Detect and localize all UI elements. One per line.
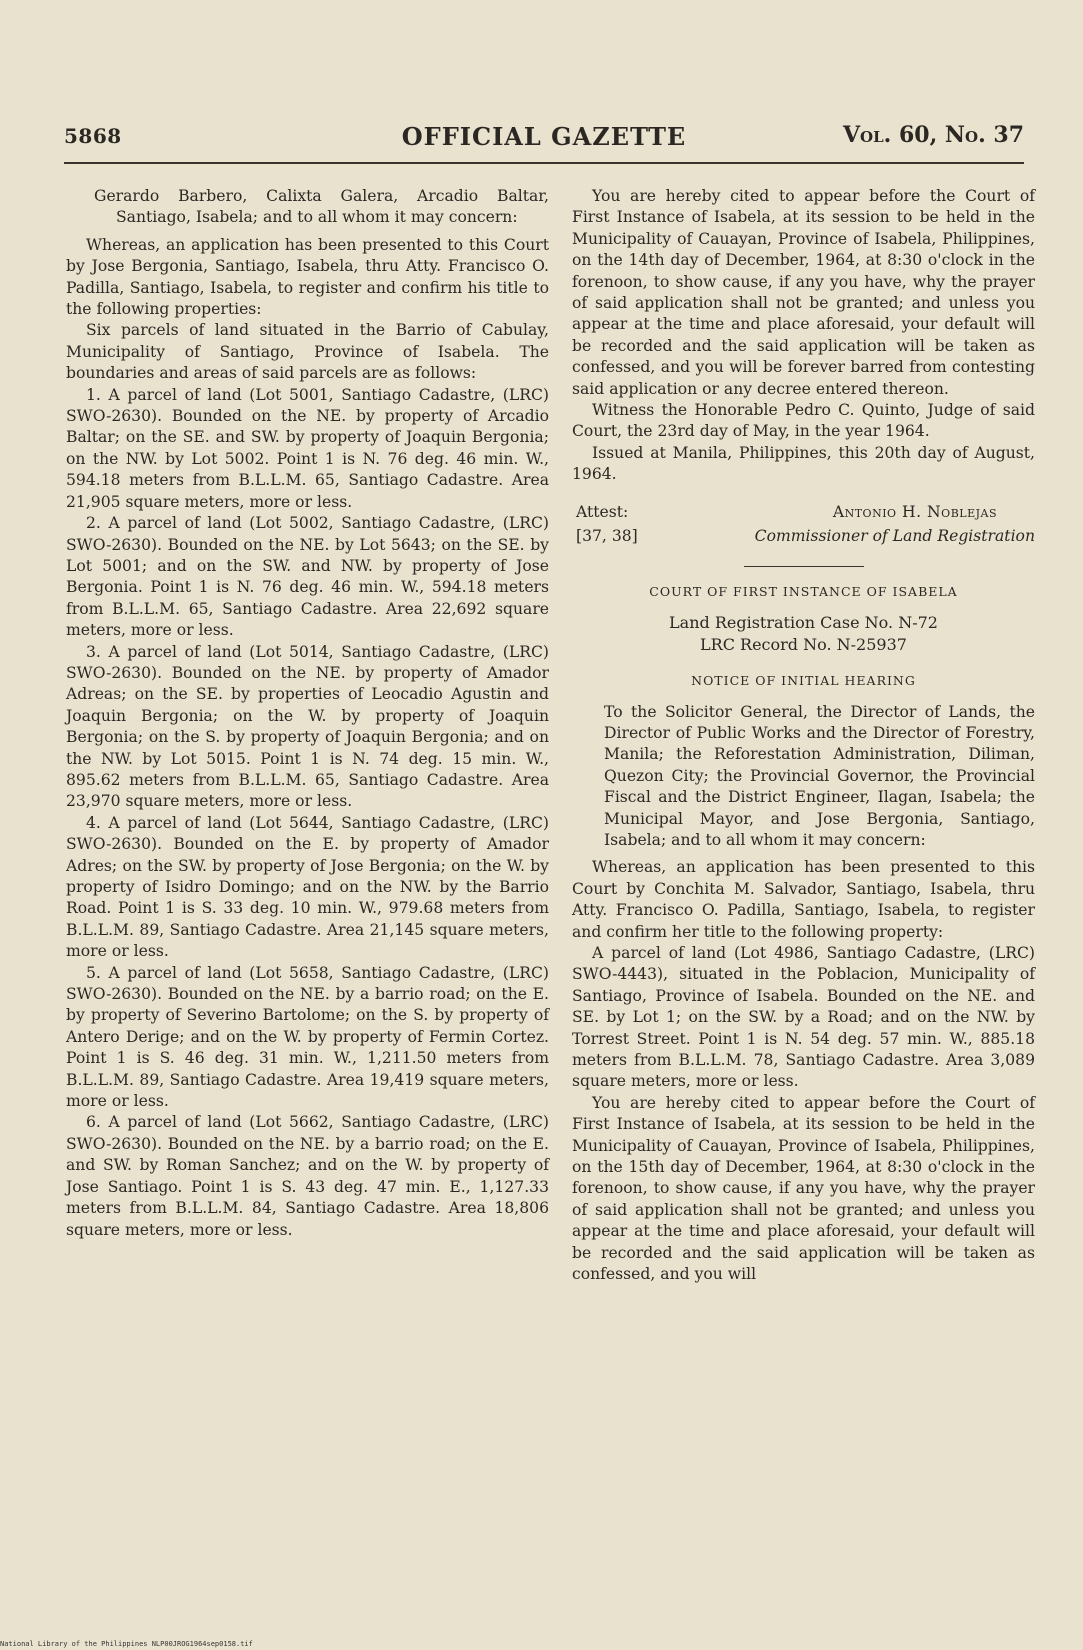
header-rule [64,162,1024,164]
issued-paragraph: Issued at Manila, Philippines, this 20th day of August, 1964. [572,443,1035,484]
parcel-5: 5. A parcel of land (Lot 5658, Santiago Cadastre, (LRC) SWO-2630). Bounded on the NE. by a barrio road; on the E. by property of Severino Bartolome; on the S. by property of Antero Derige; and on the W. by property of Fermin Cortez. Point 1 is S. 46 deg. 31 min. W., 1,211.50 meters from B.L.L.M. 89, Santiago Cadastre. Area 19,419 square meters, more or less. [66,963,549,1111]
section-divider [744,566,864,567]
addressee-continuation: Gerardo Barbero, Calixta Galera, Arcadio Baltar, Santiago, Isabela; and to all whom it may concern: [94,187,549,227]
signatory-name: Antonio H. Noblejas [832,502,997,521]
attestation-block [572,502,1035,552]
issue-reference: [37, 38] [576,526,638,545]
scan-caption: National Library of the Philippines NLP00JROG1964sep0158.tif [0,1640,253,1648]
attest-label: Attest: [576,502,629,521]
notice-heading: NOTICE OF INITIAL HEARING [691,673,916,689]
notice-citation-paragraph: You are hereby cited to appear before the Court of First Instance of Isabela, at its session to be held in the Municipality of Cauayan, Province of Isabela, Philippines, on the 15th day of December, 1964, at 8:30 o'clock in the forenoon, to show cause, if any you have, why the prayer of said application shall not be granted; and unless you appear at the time and place aforesaid, your default will be recorded and the said application will be taken as confessed, and you will [572,1093,1035,1284]
publication-title: OFFICIAL GAZETTE [401,122,687,151]
parcel-4: 4. A parcel of land (Lot 5644, Santiago Cadastre, (LRC) SWO-2630). Bounded on the E. by property of Amador Adres; on the SW. by property of Jose Bergonia; on the W. by property of Isidro Domingo; and on the NW. by the Barrio Road. Point 1 is S. 33 deg. 10 min. W., 979.68 meters from B.L.L.M. 89, Santiago Cadastre. Area 21,145 square meters, more or less. [66,813,549,961]
page-header [64,122,1024,156]
right-column [572,186,1035,1285]
parcels-intro: Six parcels of land situated in the Barrio of Cabulay, Municipality of Santiago, Province of Isabela. The boundaries and areas of said parcels are as follows: [66,321,549,383]
parcel-3: 3. A parcel of land (Lot 5014, Santiago Cadastre, (LRC) SWO-2630). Bounded on the NE. by property of Amador Adreas; on the SE. by properties of Leocadio Agustin and Joaquin Bergonia; on the W. by property of Joaquin Bergonia; on the S. by property of Joaquin Bergonia; and on the NW. by Lot 5015. Point 1 is N. 74 deg. 15 min. W., 895.62 meters from B.L.L.M. 65, Santiago Cadastre. Area 23,970 square meters, more or less. [66,642,549,811]
record-number: LRC Record No. N-25937 [700,635,907,655]
parcel-2: 2. A parcel of land (Lot 5002, Santiago Cadastre, (LRC) SWO-2630). Bounded on the NE. by Lot 5643; on the SE. by Lot 5001; and on the SW. and NW. by property of Jose Bergonia. Point 1 is N. 76 deg. 46 min. W., 594.18 meters from B.L.L.M. 65, Santiago Cadastre. Area 22,692 square meters, more or less. [66,514,549,640]
parcel-1: 1. A parcel of land (Lot 5001, Santiago Cadastre, (LRC) SWO-2630). Bounded on the NE. by property of Arcadio Baltar; on the SE. and SW. by property of Joaquin Bergonia; on the NW. by Lot 5002. Point 1 is N. 76 deg. 46 min. W., 594.18 meters from B.L.L.M. 65, Santiago Cadastre. Area 21,905 square meters, more or less. [66,385,549,511]
parcel-6: 6. A parcel of land (Lot 5662, Santiago Cadastre, (LRC) SWO-2630). Bounded on the NE. by a barrio road; on the E. and SW. by Roman Sanchez; and on the W. by property of Jose Santiago. Point 1 is S. 43 deg. 47 min. E., 1,127.33 meters from B.L.L.M. 84, Santiago Cadastre. Area 18,806 square meters, more or less. [66,1113,549,1239]
left-column [66,186,549,1241]
notice-application-paragraph: Whereas, an application has been presented to this Court by Conchita M. Salvador, Santiago, Isabela, thru Atty. Francisco O. Padilla, Santiago, Isabela, to register and confirm her title to the following property: [572,858,1035,941]
court-heading: COURT OF FIRST INSTANCE OF ISABELA [649,583,958,599]
citation-paragraph: You are hereby cited to appear before the Court of First Instance of Isabela, at its session to be held in the Municipality of Cauayan, Province of Isabela, Philippines, on the 14th day of December, 1964, at 8:30 o'clock in the forenoon, to show cause, if any you have, why the prayer of said application shall not be granted; and unless you appear at the time and place aforesaid, your default will be recorded and the said application will be taken as confessed, and you will be forever barred from contesting said application or any decree entered thereon. [572,187,1035,398]
witness-paragraph: Witness the Honorable Pedro C. Quinto, Judge of said Court, the 23rd day of May, in the year 1964. [572,401,1035,441]
signatory-role: Commissioner of Land Registration [754,526,1035,545]
volume-issue: Vol. 60, No. 37 [842,122,1024,148]
case-number: Land Registration Case No. N-72 [669,613,938,633]
case-info [572,612,1035,656]
application-paragraph: Whereas, an application has been presented to this Court by Jose Bergonia, Santiago, Isabela, thru Atty. Francisco O. Padilla, Santiago, Isabela, to register and confirm his title to the following properties: [66,235,549,319]
page-number: 5868 [64,124,122,148]
notice-parcel-paragraph: A parcel of land (Lot 4986, Santiago Cadastre, (LRC) SWO-4443), situated in the Poblacion, Municipality of Santiago, Province of Isabela. Bounded on the NE. and SE. by Lot 1; on the SW. by a Road; and on the NW. by Torrest Street. Point 1 is N. 54 deg. 57 min. W., 885.18 meters from B.L.L.M. 78, Santiago Cadastre. Area 3,089 square meters, more or less. [572,943,1035,1091]
notice-addressee: To the Solicitor General, the Director of Lands, the Director of Public Works and the Director of Forestry, Manila; the Reforestation Administration, Diliman, Quezon City; the Provincial Governor, the Provincial Fiscal and the District Engineer, Ilagan, Isabela; the Municipal Mayor, and Jose Bergonia, Santiago, Isabela; and to all whom it may concern: [604,702,1035,849]
